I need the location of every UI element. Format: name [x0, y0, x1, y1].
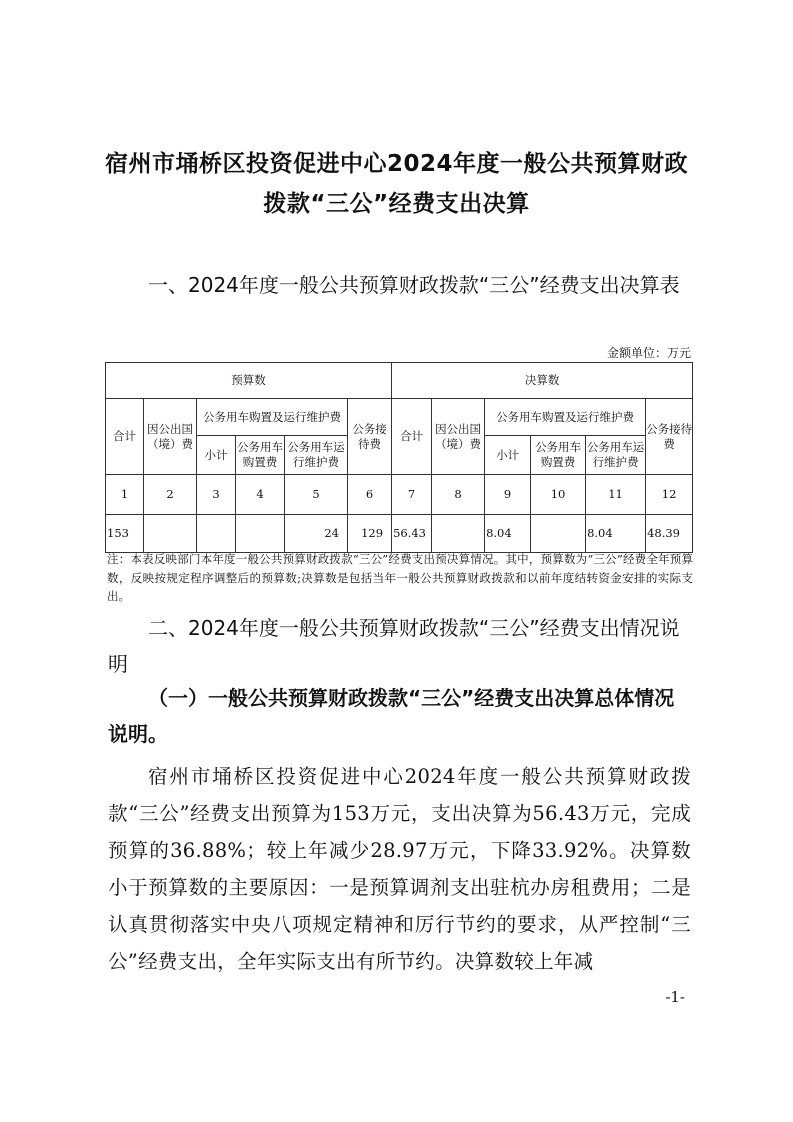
header-final-total: 合计: [392, 399, 432, 475]
index-cell: 6: [348, 475, 392, 515]
index-cell: 9: [485, 475, 531, 515]
document-title-line-2: 拨款“三公”经费支出决算: [263, 191, 530, 217]
index-cell: 5: [285, 475, 348, 515]
header-final-subtotal: 小计: [485, 436, 531, 475]
index-cell: 11: [586, 475, 646, 515]
header-budget-total: 合计: [106, 399, 144, 475]
value-budget-vehicle-purchase: [236, 515, 285, 553]
header-budget-group: 预算数: [106, 363, 392, 399]
header-final-group: 决算数: [392, 363, 693, 399]
table-index-row: [106, 475, 693, 515]
section-2-subheading: （一）一般公共预算财政拨款“三公”经费支出决算总体情况说明。: [108, 686, 675, 746]
index-cell: 8: [432, 475, 485, 515]
value-final-vehicle-operation: 8.04: [586, 515, 646, 553]
index-cell: 7: [392, 475, 432, 515]
header-budget-abroad: 因公出国（境）费: [144, 399, 197, 475]
amount-unit-label: 金额单位：万元: [606, 346, 691, 360]
index-cell: 1: [106, 475, 144, 515]
header-budget-subtotal: 小计: [197, 436, 236, 475]
value-final-abroad: [432, 515, 485, 553]
value-final-total: 56.43: [392, 515, 432, 553]
index-cell: 2: [144, 475, 197, 515]
value-budget-vehicle-subtotal: [197, 515, 236, 553]
document-title-line-1: 宿州市埇桥区投资促进中心2024年度一般公共预算财政: [104, 151, 688, 177]
value-final-reception: 48.39: [646, 515, 693, 553]
header-budget-reception: 公务接待费: [348, 399, 392, 475]
header-budget-purchase: 公务用车购置费: [236, 436, 285, 475]
header-final-operation: 公务用车运行维护费: [586, 436, 646, 475]
section-2-heading: 二、2024年度一般公共预算财政拨款“三公”经费支出情况说明: [108, 616, 680, 676]
body-paragraph: 宿州市埇桥区投资促进中心2024年度一般公共预算财政拨款“三公”经费支出预算为153万元，支出决算为56.43万元，完成预算的36.88%；较上年减少28.97万元，下降33.92%。决算数小于预算数的主要原因：一是预算调剂支出驻杭办房租费用；二是认真贯彻落实中央八项规定精神和厉行节约的要求，从严控制“三公”经费支出，全年实际支出有所节约。决算数较上年减: [108, 765, 691, 973]
header-budget-vehicle: 公务用车购置及运行维护费: [197, 399, 348, 436]
index-cell: 4: [236, 475, 285, 515]
header-final-abroad: 因公出国（境）费: [432, 399, 485, 475]
value-budget-total: 153: [106, 515, 144, 553]
header-budget-operation: 公务用车运行维护费: [285, 436, 348, 475]
three-public-expenses-table: [105, 362, 693, 553]
header-final-vehicle: 公务用车购置及运行维护费: [485, 399, 646, 436]
value-budget-vehicle-operation: 24: [285, 515, 348, 553]
value-final-vehicle-purchase: [531, 515, 586, 553]
table-data-row: [106, 515, 693, 553]
header-final-purchase: 公务用车购置费: [531, 436, 586, 475]
value-final-vehicle-subtotal: 8.04: [485, 515, 531, 553]
table-note: 注：本表反映部门本年度一般公共预算财政拨款“三公”经费支出预决算情况。其中，预算数为“三公”经费全年预算数，反映按规定程序调整后的预算数;决算数是包括当年一般公共预算财政拨款和以前年度结转资金安排的实际支出。: [107, 552, 693, 603]
index-cell: 3: [197, 475, 236, 515]
index-cell: 12: [646, 475, 693, 515]
page-number: -1-: [665, 988, 685, 1006]
value-budget-reception: 129: [348, 515, 392, 553]
section-1-heading: 一、2024年度一般公共预算财政拨款“三公”经费支出决算表: [148, 273, 680, 297]
index-cell: 10: [531, 475, 586, 515]
value-budget-abroad: [144, 515, 197, 553]
header-final-reception: 公务接待费: [646, 399, 693, 475]
